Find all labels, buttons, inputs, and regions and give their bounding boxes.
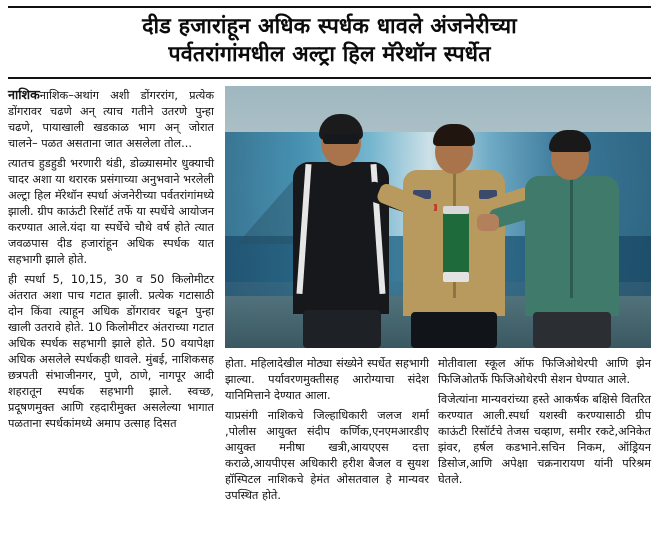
article-paragraph-1-text: नाशिक–अथांग अशी डोंगररांग, प्रत्येक डोंगरावर चढणे अन् त्याच गतीने उतरणे पुन्हा चढणे, पायाखाली खडकाळ भाग अन् जोरात चालने– पळत असताना जात असलेला तोल...	[8, 88, 214, 150]
article-column-1	[8, 86, 214, 437]
article-paragraph: विजेत्यांना मान्यवरांच्या हस्ते आकर्षक बक्षिसे वितरित करण्यात आली.स्पर्धा यशस्वी करण्यासाठी ग्रीप काऊंटी रिसॉर्टचे तेजस चव्हाण, समीर रकटे,अनिकेत झंवर, हर्षल कडभाने.सचिन निकम, ऑड्रियन डिसोज,आणि अपेक्षा चक्रनारायण यांनी परिश्रम घेतले.	[438, 392, 651, 486]
article-column-2	[225, 356, 429, 508]
trophy-icon	[443, 212, 469, 274]
article-paragraph: होता. महिलादेखील मोठ्या संख्येने स्पर्धेत सहभागी झाल्या. पर्यावरणमुक्तीसह आरोग्याचा संदेश यानिमित्ताने देण्यात आला.	[225, 356, 429, 402]
sunglasses-icon	[323, 134, 359, 144]
person-center-legs	[411, 312, 497, 348]
article-body	[8, 86, 651, 534]
article-paragraph: त्यातच हुडहुडी भरणारी थंडी, डोळ्यासमोर धुक्याची चादर अशा या थरारक प्रसंगाच्या अनुभवाने भरलेली अल्ट्रा हिल मॅरेथॉन स्पर्धा अंजनेरीच्या पर्वतरांगांमध्ये झाली. ग्रीप काऊंटी रिसॉर्ट तर्फे या स्पर्धेचे आयोजन करण्यात आले.यंदा या स्पर्धेचे चौथे वर्ष होते त्यात जवळपास दीड हजारांहून अधिक स्पर्धक यात सहभागी झाले होते.	[8, 156, 214, 267]
article-paragraph	[8, 86, 214, 152]
article-paragraph: याप्रसंगी नाशिकचे जिल्हाधिकारी जलज शर्मा ,पोलीस आयुक्त संदीप कर्णिक,एनएमआरडीए आयुक्त मनीषा खत्री,आयएएस दत्ता कराळे,आयपीएस अधिकारी हरीश बैजल व सुयश हॉस्पिटल नाशिकचे हेमंत ओसतवाल हे मान्यवर उपस्थित होते.	[225, 408, 429, 502]
headline-block	[8, 6, 651, 79]
person-right-legs	[533, 312, 611, 348]
dateline: नाशिक	[8, 86, 40, 102]
article-column-3	[438, 356, 651, 492]
award-presentation-photo	[225, 86, 651, 348]
article-paragraph: ही स्पर्धा 5, 10,15, 30 व 50 किलोमीटर अंतरात अशा पाच गटात झाली. प्रत्येक गटासाठी दोन किंवा त्याहून अधिक डोंगरावर चढून पुन्हा खाली उतरावे होते. 10 किलोमीटर अंतराच्या गटात अधिक स्पर्धक सहभागी झाले होते. 50 वयापेक्षा अधिक असलेले स्पर्धकही धावले. मुंबई, नाशिकसह छत्रपती संभाजीनगर, पुणे, ठाणे, नागपूर आदी शहरातून स्पर्धक सहभागी झाले. स्वच्छ, प्रदूषणमुक्त आणि रहदारीमुक्त असलेल्या भागात पळताना स्पर्धकांमध्ये अमाप उत्साह दिसत	[8, 273, 214, 431]
person-left-legs	[303, 310, 381, 348]
headline-line-1: दीड हजारांहून अधिक स्पर्धक धावले अंजनेरीच्या	[142, 14, 517, 39]
article-paragraph: मोतीवाला स्कूल ऑफ फिजिओथेरपी आणि झेन फिजिओतर्फे फिजिओथेरपी सेशन घेण्यात आले.	[438, 356, 651, 386]
headline-line-2: पर्वतरांगांमधील अल्ट्रा हिल मॅरेथॉन स्पर्धेत	[168, 42, 491, 68]
trophy-top	[443, 206, 469, 214]
photo-content	[225, 86, 651, 348]
person-right-hand	[477, 214, 499, 231]
trophy-base	[443, 272, 469, 282]
person-right-jacket-zip	[570, 178, 573, 298]
